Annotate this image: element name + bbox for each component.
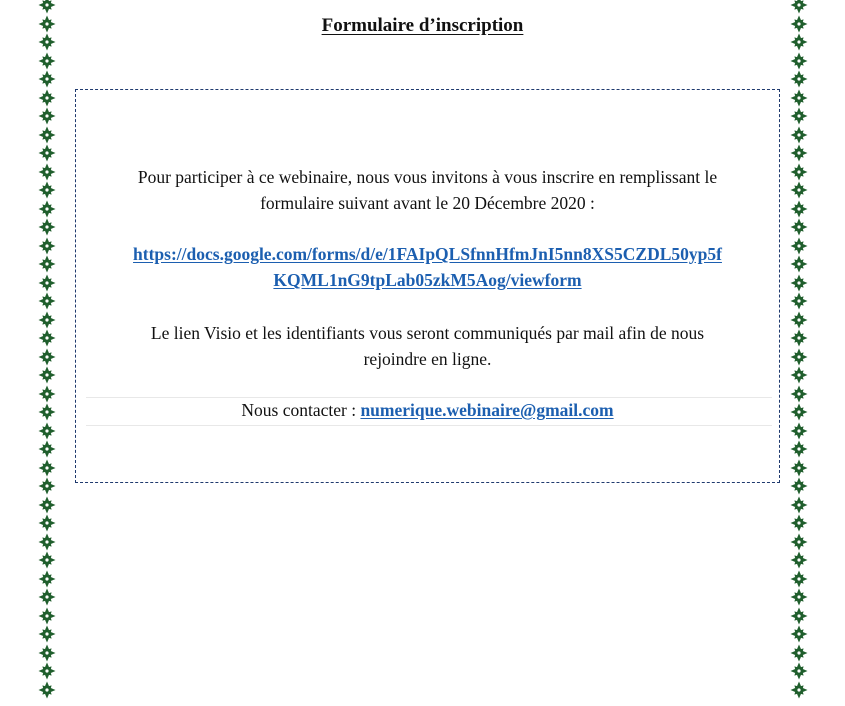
page-title: Formulaire d’inscription xyxy=(321,15,524,36)
intro-paragraph xyxy=(75,164,780,216)
registration-form-link[interactable] xyxy=(75,241,780,293)
contact-email-link[interactable]: numerique.webinaire@gmail.com xyxy=(360,400,614,420)
left-decorative-border xyxy=(36,0,58,684)
intro-line-1: Pour participer à ce webinaire, nous vous invitons à vous inscrire en remplissant le xyxy=(137,167,718,187)
snowflake-star-icon xyxy=(788,679,810,701)
info-paragraph xyxy=(75,320,780,372)
contact-bottom-rule xyxy=(86,425,772,426)
contact-line xyxy=(75,397,780,423)
intro-line-2: formulaire suivant avant le 20 Décembre 2020 : xyxy=(260,193,595,213)
form-link-line-1[interactable]: https://docs.google.com/forms/d/e/1FAIpQLSfnnHfmJnI5nn8XS5CZDL50yp5f xyxy=(133,244,722,264)
right-decorative-border xyxy=(788,0,810,684)
contact-label: Nous contacter : xyxy=(241,400,361,420)
info-line-2: rejoindre en ligne. xyxy=(363,349,492,369)
info-line-1: Le lien Visio et les identifiants vous seront communiqués par mail afin de nous xyxy=(150,323,705,343)
snowflake-star-icon xyxy=(36,679,58,701)
form-link-line-2[interactable]: KQML1nG9tpLab05zkM5Aog/viewform xyxy=(273,270,582,290)
